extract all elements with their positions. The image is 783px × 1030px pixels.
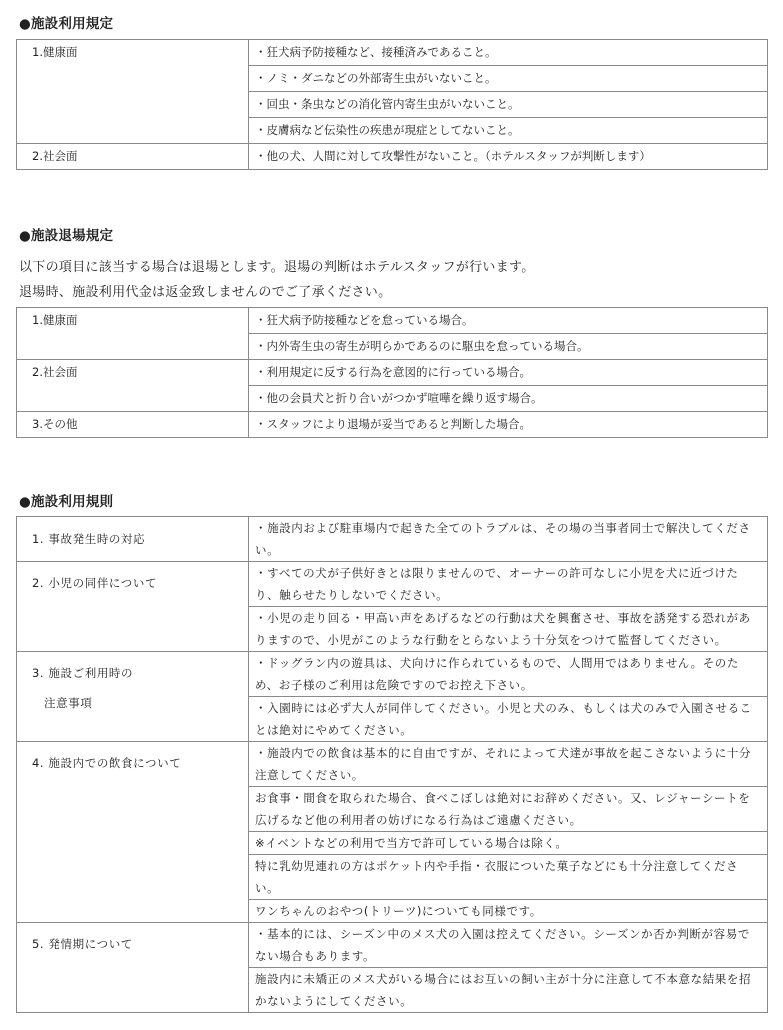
row-label: 2.社会面 (17, 360, 249, 412)
row-label: 1. 事故発生時の対応 (17, 517, 249, 562)
rule-item: ワンちゃんのおやつ(トリーツ)についても同様です。 (249, 900, 768, 923)
rule-item: ・施設内および駐車場内で起きた全てのトラブルは、その場の当事者同士で解決してください。 (249, 517, 768, 562)
row-label (17, 652, 249, 742)
exit-heading: ●施設退場規定 (19, 228, 114, 244)
row-label: 3.その他 (17, 412, 249, 438)
rule-item: ・すべての犬が子供好きとは限りませんので、オーナーの許可なしに小児を犬に近づけたり、触らせたりしないでください。 (249, 562, 768, 607)
rule-item: ※イベントなどの利用で当方で許可している場合は除く。 (249, 832, 768, 855)
row-label: 1.健康面 (17, 308, 249, 360)
table-row (17, 742, 768, 787)
table-row (17, 923, 768, 968)
table-row (17, 360, 768, 386)
table-row (17, 412, 768, 438)
row-label: 1.健康面 (17, 40, 249, 144)
row-label: 4. 施設内での飲食について (17, 742, 249, 923)
rule-item: ・他の会員犬と折り合いがつかず喧嘩を繰り返す場合。 (249, 386, 768, 412)
rule-item: ・狂犬病予防接種など、接種済みであること。 (249, 40, 768, 66)
rule-item: お食事・間食を取られた場合、食べこぼしは絶対にお辞めください。又、レジャーシートを広げるなど他の利用者の妨げになる行為はご遠慮ください。 (249, 787, 768, 832)
rule-item: ・狂犬病予防接種などを怠っている場合。 (249, 308, 768, 334)
table-row (17, 40, 768, 66)
rule-item: ・皮膚病など伝染性の疾患が現症としてないこと。 (249, 118, 768, 144)
exit-intro-1: 以下の項目に該当する場合は退場とします。退場の判断はホテルスタッフが行います。 (19, 260, 535, 275)
rules-heading: ●施設利用規則 (19, 494, 114, 510)
rule-item: 施設内に未矯正のメス犬がいる場合にはお互いの飼い主が十分に注意して不本意な結果を招かないようにしてください。 (249, 968, 768, 1013)
rule-item: ・利用規定に反する行為を意図的に行っている場合。 (249, 360, 768, 386)
exit-table (16, 307, 768, 438)
rule-item: ・回虫・条虫などの消化管内寄生虫がいないこと。 (249, 92, 768, 118)
row-label: 2. 小児の同伴について (17, 562, 249, 652)
rule-item: ・施設内での飲食は基本的に自由ですが、それによって犬達が事故を起こさないように十分注意してください。 (249, 742, 768, 787)
rule-item: ・他の犬、人間に対して攻撃性がないこと。（ホテルスタッフが判断します） (249, 144, 768, 170)
rule-item: ・スタッフにより退場が妥当であると判断した場合。 (249, 412, 768, 438)
rule-item: ・小児の走り回る・甲高い声をあげるなどの行動は犬を興奮させ、事故を誘発する恐れがありますので、小児がこのような行動をとらないよう十分気をつけて監督してください。 (249, 607, 768, 652)
table-row (17, 652, 768, 697)
rules-table (16, 516, 768, 1013)
row-label: 5. 発情期について (17, 923, 249, 1013)
rule-item: ・入園時には必ず大人が同伴してください。小児と犬のみ、もしくは犬のみで入園させることは絶対にやめてください。 (249, 697, 768, 742)
table-row (17, 308, 768, 334)
rule-item: ・ドッグラン内の遊具は、犬向けに作られているもので、人間用ではありません。そのため、お子様のご利用は危険ですのでお控え下さい。 (249, 652, 768, 697)
exit-intro-2: 退場時、施設利用代金は返金致しませんのでご了承ください。 (19, 285, 392, 300)
table-row (17, 562, 768, 607)
usage-table (16, 39, 768, 170)
table-row (17, 144, 768, 170)
row-label-line: 注意事項 (44, 696, 93, 710)
rule-item: ・基本的には、シーズン中のメス犬の入園は控えてください。シーズンか否か判断が容易でない場合もあります。 (249, 923, 768, 968)
rule-item: 特に乳幼児連れの方はポケット内や手指・衣服についた菓子などにも十分注意してください。 (249, 855, 768, 900)
rule-item: ・ノミ・ダニなどの外部寄生虫がいないこと。 (249, 66, 768, 92)
row-label-line: 3. 施設ご利用時の (32, 666, 134, 680)
row-label: 2.社会面 (17, 144, 249, 170)
table-row (17, 517, 768, 562)
rule-item: ・内外寄生虫の寄生が明らかであるのに駆虫を怠っている場合。 (249, 334, 768, 360)
usage-heading: ●施設利用規定 (19, 16, 114, 32)
